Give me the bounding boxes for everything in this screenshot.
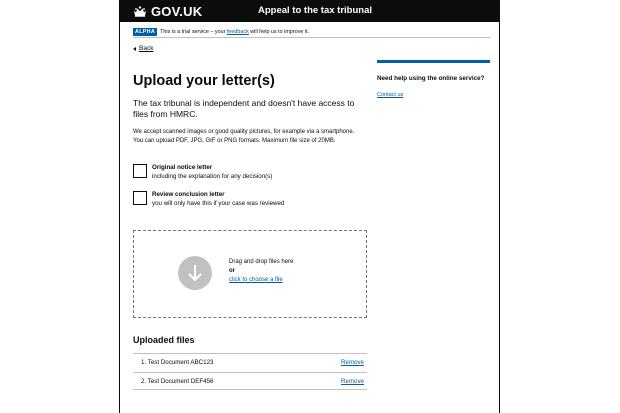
back-link[interactable] — [133, 45, 153, 52]
dropzone-text — [229, 258, 293, 285]
remove-file-link[interactable]: Remove — [340, 359, 364, 366]
page-frame — [119, 0, 500, 413]
feedback-link[interactable]: feedback — [226, 28, 249, 35]
checkbox-label — [152, 164, 272, 181]
body-text: We accept scanned images or good quality pictures, for example via a smartphone. You can upload PDF, JPG, GIF or PNG formats. Maximum file size of 20MB. — [133, 129, 355, 144]
checkbox-hint: including the explanation for any decision(s) — [152, 172, 273, 180]
crown-icon — [133, 6, 147, 17]
dropzone-or: or — [229, 268, 235, 274]
header — [120, 0, 499, 22]
help-sidebar — [377, 60, 490, 101]
checkbox-box[interactable] — [133, 164, 147, 178]
file-name: 2. Test Document DEF456 — [141, 377, 214, 385]
uploaded-file-row — [133, 372, 367, 390]
file-name: 1. Test Document ABC123 — [141, 359, 214, 366]
govuk-logo[interactable] — [133, 4, 202, 19]
checkbox-title: Original notice letter — [152, 164, 213, 171]
lede-text: The tax tribunal is independent and doesn't have access to files from HMRC. — [133, 98, 355, 119]
remove-file-link[interactable]: Remove — [340, 377, 364, 385]
uploaded-files-heading: Uploaded files — [133, 335, 195, 345]
download-arrow-icon — [178, 256, 212, 290]
file-dropzone[interactable] — [133, 230, 367, 318]
checkbox-label — [152, 191, 284, 208]
phase-tag: ALPHA — [135, 28, 156, 35]
contact-us-link[interactable]: Contact us — [377, 92, 404, 98]
checkbox-review-conclusion[interactable] — [133, 191, 284, 208]
checkbox-box[interactable] — [133, 191, 147, 205]
sidebar-title: Need help using the online service? — [377, 75, 485, 82]
checkbox-original-notice[interactable] — [133, 164, 272, 181]
choose-file-link[interactable]: click to choose a file — [229, 277, 283, 283]
logo-text: GOV.UK — [151, 3, 203, 19]
uploaded-file-row — [133, 353, 367, 371]
checkbox-hint: you will only have this if your case was reviewed — [152, 199, 285, 207]
checkbox-title: Review conclusion letter — [152, 191, 225, 198]
phase-text-after: will help us to improve it. — [250, 28, 310, 35]
back-link-label: Back — [139, 45, 154, 52]
phase-text-before: This is a trial service – your — [160, 28, 226, 35]
service-name[interactable]: Appeal to the tax tribunal — [258, 5, 373, 16]
back-arrow-icon — [133, 47, 136, 51]
dropzone-instruction: Drag and drop files here — [229, 259, 294, 265]
phase-banner — [133, 26, 490, 38]
page-title: Upload your letter(s) — [133, 73, 275, 89]
